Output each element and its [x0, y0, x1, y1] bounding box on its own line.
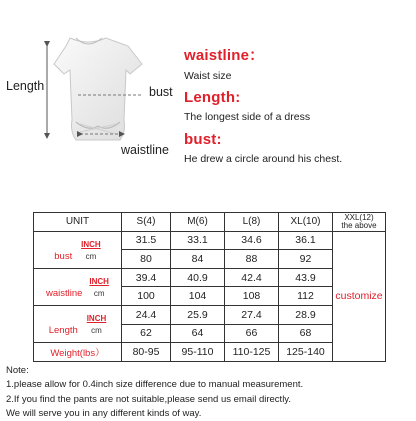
definition-waistline — [184, 44, 264, 82]
table-cell: 112 — [279, 287, 333, 306]
table-cell: 80 — [122, 250, 171, 269]
size-header: M(6) — [171, 213, 225, 232]
table-cell: 108 — [225, 287, 279, 306]
size-header: L(8) — [225, 213, 279, 232]
table-cell: 31.5 — [122, 231, 171, 250]
table-cell: 66 — [225, 324, 279, 343]
table-cell: 62 — [122, 324, 171, 343]
definition-bust — [184, 131, 342, 165]
cm-unit: cm — [91, 326, 102, 336]
weight-label: Weight(lbs） — [34, 343, 122, 362]
table-cell: 68 — [279, 324, 333, 343]
table-cell: 88 — [225, 250, 279, 269]
size-header: S(4) — [122, 213, 171, 232]
table-cell: 64 — [171, 324, 225, 343]
row-label-cell — [34, 268, 122, 305]
table-cell: 24.4 — [122, 305, 171, 324]
table-cell: 125-140 — [279, 343, 333, 362]
table-cell: 92 — [279, 250, 333, 269]
notes-heading: Note: — [6, 365, 29, 376]
table-cell: 25.9 — [171, 305, 225, 324]
table-cell: 36.1 — [279, 231, 333, 250]
table-cell: 104 — [171, 287, 225, 306]
table-cell: 40.9 — [171, 268, 225, 287]
row-label: bust — [54, 250, 73, 262]
table-cell: 43.9 — [279, 268, 333, 287]
row-label: Length — [48, 325, 78, 337]
table-cell: 42.4 — [225, 268, 279, 287]
cm-unit: cm — [85, 251, 97, 261]
definition-desc: Waist size — [184, 70, 232, 82]
inch-unit: INCH — [86, 314, 107, 324]
table-row — [34, 231, 386, 250]
note-line: 2.If you find the pants are not suitable,please send us email directly. — [6, 393, 291, 405]
size-header-xxl — [333, 213, 386, 232]
note-line: We will serve you in any different kinds of way. — [6, 408, 202, 420]
diagram-bust-label: bust — [149, 85, 173, 99]
xxl-header-line2: the above — [341, 220, 377, 230]
definition-title: bust: — [184, 131, 222, 148]
note-line: 1.please allow for 0.4inch size difference due to manual measurement. — [6, 379, 304, 391]
table-cell: 110-125 — [225, 343, 279, 362]
diagram-length-label: Length — [6, 79, 45, 93]
inch-unit: INCH — [89, 276, 109, 286]
row-label: waistline — [46, 287, 83, 299]
table-cell: 80-95 — [122, 343, 171, 362]
size-header: XL(10) — [279, 213, 333, 232]
table-cell: 28.9 — [279, 305, 333, 324]
customize-cell: customize — [333, 231, 386, 361]
table-cell: 95-110 — [171, 343, 225, 362]
cm-unit: cm — [93, 288, 105, 298]
garment-diagram — [0, 0, 180, 195]
table-cell: 27.4 — [225, 305, 279, 324]
table-cell: 39.4 — [122, 268, 171, 287]
definition-length — [184, 89, 310, 123]
definition-title: waistline： — [184, 47, 265, 64]
table-cell: 100 — [122, 287, 171, 306]
table-cell: 84 — [171, 250, 225, 269]
definition-desc: The longest side of a dress — [184, 111, 311, 123]
definition-title: Length: — [184, 89, 241, 106]
notes-section — [6, 364, 303, 421]
definition-desc: He drew a circle around his chest. — [184, 153, 343, 165]
table-header-row — [34, 213, 386, 232]
diagram-waistline-label: waistline — [121, 143, 169, 157]
table-cell: 33.1 — [171, 231, 225, 250]
table-cell: 34.6 — [225, 231, 279, 250]
xxl-header-line1: XXL(12) — [344, 212, 374, 222]
size-chart-table — [33, 212, 386, 362]
unit-header: UNIT — [34, 213, 122, 232]
inch-unit: INCH — [81, 239, 101, 249]
row-label-cell — [34, 305, 122, 342]
row-label-cell — [34, 231, 122, 268]
